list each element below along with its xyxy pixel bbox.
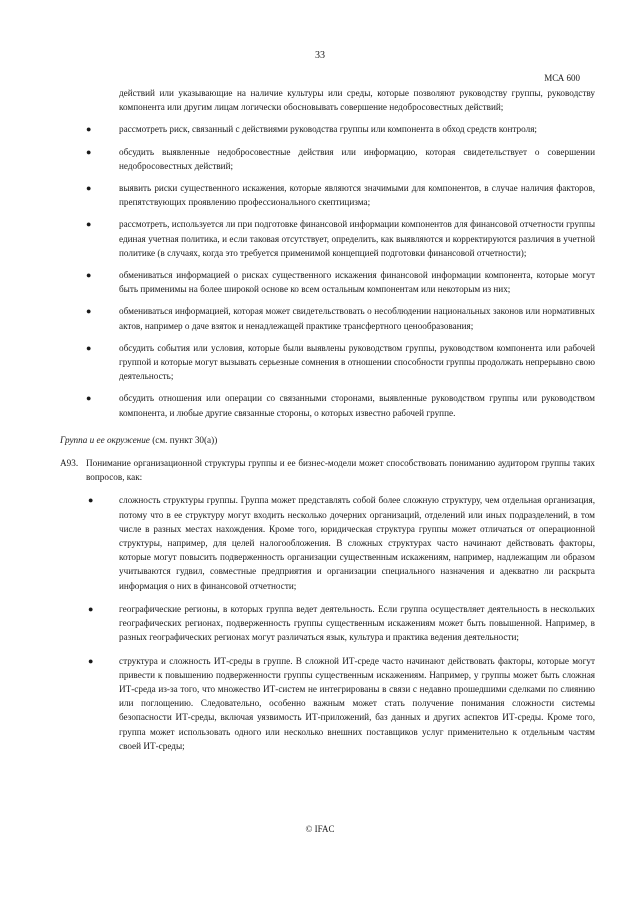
list-item [60,602,595,645]
bullet-list [60,122,595,419]
list-item [60,145,595,173]
bullet-icon: ● [86,306,92,317]
body-text [60,86,595,753]
document-code: МСА 600 [544,73,580,83]
list-item-text: структура и сложность ИТ-среды в группе. В сложной ИТ-среде часто начинают действовать факторы, которые могут привести к повышению подверженности группы существенным искажениям. Например, у группы может быть сложная ИТ-среда из-за того, что множество ИТ-систем не интегрированы в связи с недавно прошедшими сделками по слиянию или поглощению. Следовательно, особенно важным может стать получение понимания сложности системы безопасности ИТ-среды, включая уязвимость ИТ-приложений, баз данных и других аспектов ИТ-среды. Кроме того, группа может использовать одного или несколько внешних поставщиков услуг применительно к отдельным частям своей ИТ-среды; [119,655,595,751]
list-item-text: обсудить отношения или операции со связанными сторонами, выявленные руководством группы или руководством компонента, и любые другие связанные стороны, о которых известно рабочей группе. [119,393,595,418]
list-item [60,304,595,332]
list-item [60,493,595,592]
list-item-text: обмениваться информацией, которая может свидетельствовать о несоблюдении национальных законов или нормативных актов, например о даче взяток и ненадлежащей практике трансфертного ценообразования; [119,306,595,331]
footer-copyright: © IFAC [305,824,335,834]
list-item [60,181,595,209]
section-heading [60,433,595,447]
paragraph-number: A93. [60,458,79,469]
bullet-icon: ● [88,495,94,506]
section-heading-title: Группа и ее окружение [60,434,150,445]
list-item [60,654,595,753]
list-item-text: рассмотреть риск, связанный с действиями руководства группы или компонента в обход средств контроля; [119,124,537,135]
list-item [60,122,595,136]
bullet-icon: ● [86,124,92,135]
bullet-icon: ● [86,342,92,353]
list-item [60,341,595,384]
bullet-icon: ● [86,183,92,194]
list-item-text: выявить риски существенного искажения, которые являются значимыми для компонентов, в случае наличия факторов, препятствующих проявлению профессионального скептицизма; [119,183,595,208]
page-number: 33 [315,50,325,61]
bullet-icon: ● [86,219,92,230]
bullet-icon: ● [88,603,94,614]
list-item [60,268,595,296]
list-item-text: рассмотреть, используется ли при подготовке финансовой информации компонентов для финансовой отчетности группы единая учетная политика, и если таковая отсутствует, определить, как выявляются и корректируются различия в учетной политике (в случаях, когда это требуется применимой концепцией подготовки финансовой отчетности); [119,219,595,258]
paragraph-text: Понимание организационной структуры группы и ее бизнес-модели может способствовать пониманию аудитором группы таких вопросов, как: [86,458,595,483]
list-item-text: обсудить события или условия, которые были выявлены руководством группы, руководством компонента или рабочей группой и которые могут вызывать серьезные сомнения в отношении способности группы продолжать непрерывно свою деятельность; [119,342,595,382]
bullet-icon: ● [86,393,92,404]
list-item [60,391,595,419]
paragraph-a93 [60,456,595,484]
bullet-icon: ● [88,655,94,666]
bullet-icon: ● [86,146,92,157]
bullet-icon: ● [86,270,92,281]
list-item [60,217,595,260]
list-item-text: географические регионы, в которых группа ведет деятельность. Если группа осуществляет деятельность в нескольких географических регионах, подверженность группы существенным искажениям может быть повышенной. Например, в разных географических регионах могут различаться язык, культура и практика ведения деятельности; [119,603,595,643]
list-item-text: обмениваться информацией о рисках существенного искажения финансовой информации компонента, которые могут быть применимы на более широкой основе ко всем остальным компонентам или некоторым из них; [119,270,595,295]
section-heading-reference: (см. пункт 30(а)) [149,434,218,445]
list-item-text: сложность структуры группы. Группа может представлять собой более сложную структуру, чем отдельная организация, потому что в ее структуру могут входить несколько дочерних организаций, отделений или иных подразделений, в том числе в разных местах нахождения. Кроме того, юридическая структура группы может отличаться от операционной структуры, например, для целей налогообложения. В сложных структурах часто начинают действовать факторы, которые могут повысить подверженность организации существенным искажениям, например, надлежащим ли образом учитываются гудвил, совместные предприятия и организации специального назначения и адекватно ли раскрыта информация о них в финансовой отчетности; [119,495,595,591]
continuation-paragraph: действий или указывающие на наличие культуры или среды, которые позволяют руководству группы, руководству компонента или другим лицам логически обосновывать совершение недобросовестных действий; [119,88,595,113]
sub-bullet-list [60,493,595,752]
list-item-text: обсудить выявленные недобросовестные действия или информацию, которая свидетельствует о совершении недобросовестных действий; [119,146,595,171]
